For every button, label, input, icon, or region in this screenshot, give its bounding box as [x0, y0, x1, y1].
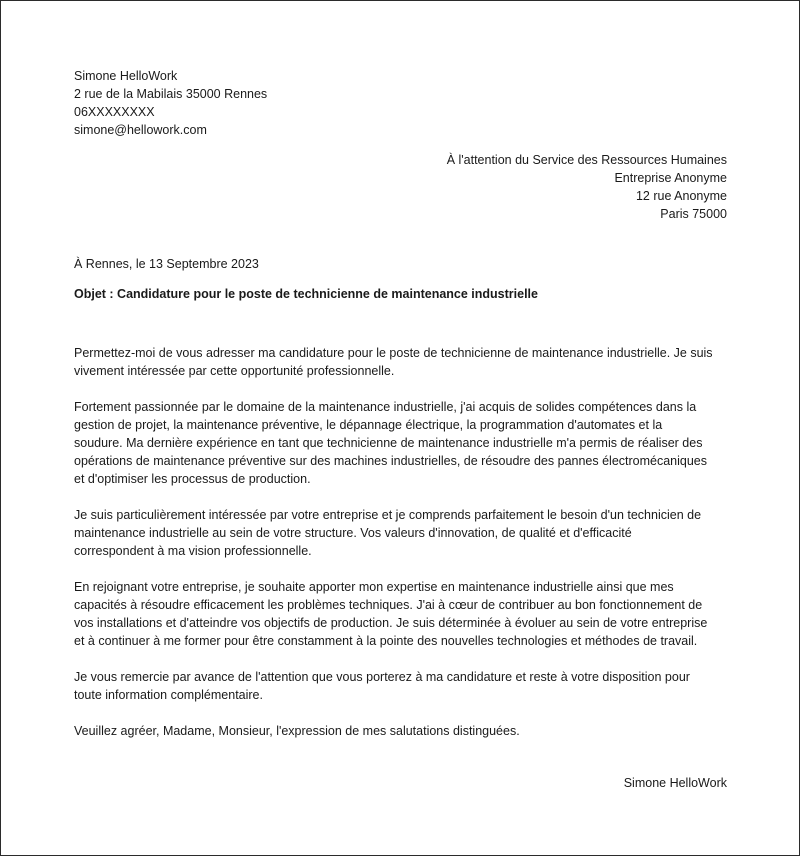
body-paragraph: [74, 578, 734, 650]
recipient-block: [307, 151, 727, 223]
recipient-attention: À l'attention du Service des Ressources Humaines: [446, 153, 727, 167]
body-line: correspondent à ma vision professionnelle.: [74, 544, 312, 558]
body-line: vos installations et d'atteindre vos objectifs de production. Je suis déterminée à évoluer au sein de votre entreprise: [74, 616, 708, 630]
sender-block: [74, 67, 474, 139]
recipient-street: 12 rue Anonyme: [635, 189, 727, 203]
signature: Simone HelloWork: [623, 776, 727, 790]
letter-date: À Rennes, le 13 Septembre 2023: [74, 257, 259, 271]
body-paragraph: [74, 668, 734, 704]
body-line: Permettez-moi de vous adresser ma candidature pour le poste de technicienne de maintenance industrielle. Je suis: [74, 346, 713, 360]
closing-paragraph: [74, 722, 734, 740]
sender-phone: 06XXXXXXXX: [74, 105, 155, 119]
letter-body: [74, 344, 734, 758]
body-paragraph: [74, 398, 734, 488]
body-line: toute information complémentaire.: [74, 688, 263, 702]
body-line: Je vous remercie par avance de l'attention que vous porterez à ma candidature et reste à votre disposition pour: [74, 670, 690, 684]
letter-subject: Objet : Candidature pour le poste de technicienne de maintenance industrielle: [74, 287, 538, 301]
sender-address: 2 rue de la Mabilais 35000 Rennes: [74, 87, 268, 101]
body-line: gestion de projet, la maintenance préventive, le dépannage électrique, la programmation d'automates et la: [74, 418, 663, 432]
body-line: et à continuer à me former pour être constamment à la pointe des nouvelles technologies et méthodes de travail.: [74, 634, 698, 648]
body-line: maintenance industrielle au sein de votre structure. Vos valeurs d'innovation, de qualité et d'efficacité: [74, 526, 632, 540]
body-line: opérations de maintenance préventive sur des machines industrielles, de résoudre des pannes électromécaniques: [74, 454, 708, 468]
sender-email: simone@hellowork.com: [74, 123, 207, 137]
body-line: En rejoignant votre entreprise, je souhaite apporter mon expertise en maintenance industrielle ainsi que mes: [74, 580, 674, 594]
sender-name: Simone HelloWork: [74, 69, 178, 83]
body-line: Fortement passionnée par le domaine de la maintenance industrielle, j'ai acquis de solides compétences dans la: [74, 400, 697, 414]
body-paragraph: [74, 506, 734, 560]
body-line: soudure. Ma dernière expérience en tant que technicienne de maintenance industrielle m'a permis de réaliser des: [74, 436, 703, 450]
body-line: vivement intéressée par cette opportunité professionnelle.: [74, 364, 395, 378]
body-line: et d'optimiser les processus de production.: [74, 472, 311, 486]
body-paragraph: [74, 344, 734, 380]
body-line: capacités à résoudre efficacement les problèmes techniques. J'ai à cœur de contribuer au bon fonctionnement de: [74, 598, 703, 612]
recipient-city: Paris 75000: [660, 207, 727, 221]
body-line: Je suis particulièrement intéressée par votre entreprise et je comprends parfaitement le besoin d'un technicien de: [74, 508, 702, 522]
recipient-company: Entreprise Anonyme: [614, 171, 727, 185]
closing-line: Veuillez agréer, Madame, Monsieur, l'expression de mes salutations distinguées.: [74, 724, 520, 738]
